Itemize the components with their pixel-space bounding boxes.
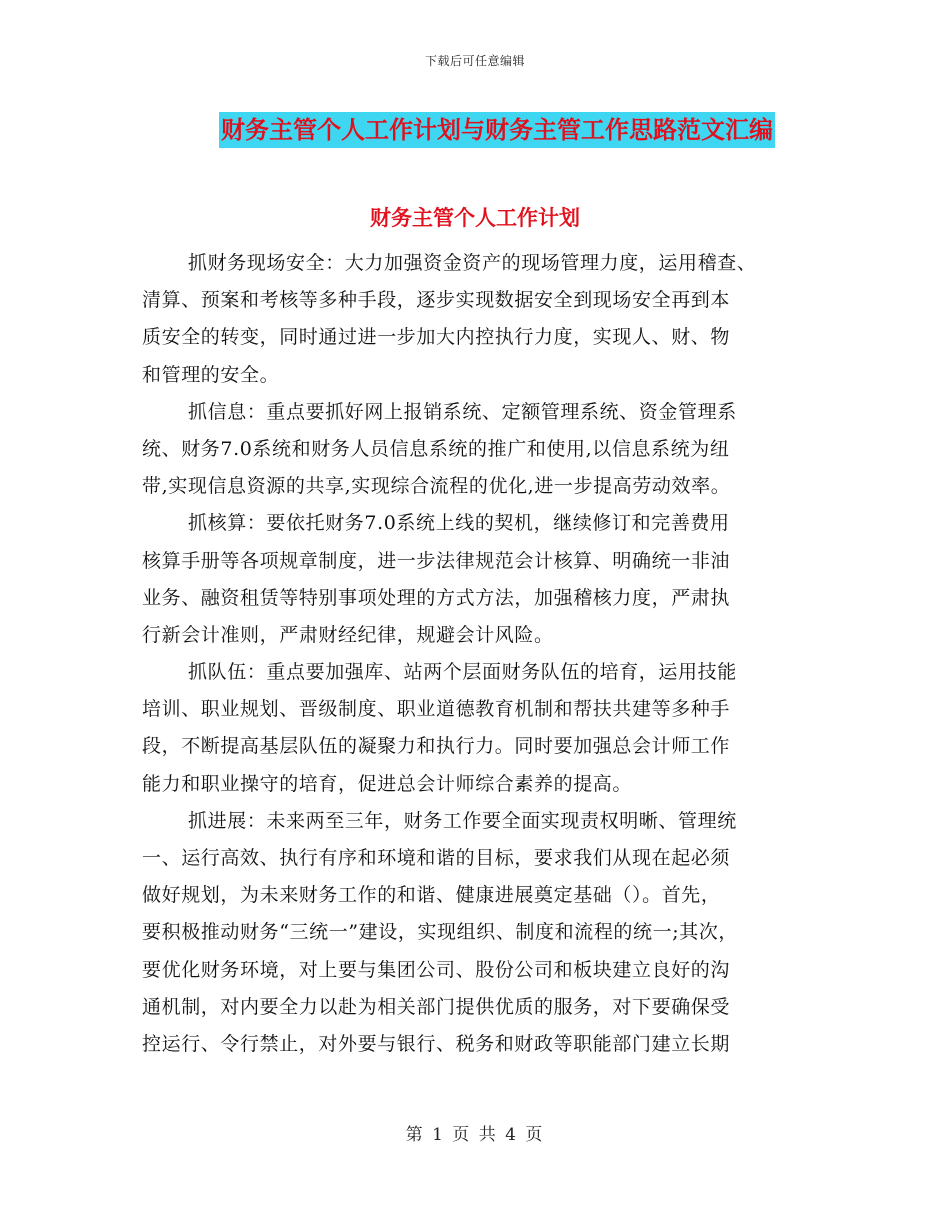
paragraph-line: 要优化财务环境，对上要与集团公司、股份公司和板块建立良好的沟 xyxy=(142,958,731,981)
paragraph-line: 抓进展：未来两至三年，财务工作要全面实现责权明晰、管理统 xyxy=(188,809,737,832)
paragraph-line: 抓核算：要依托财务7.0系统上线的契机，继续修订和完善费用 xyxy=(188,512,730,535)
document-body xyxy=(142,245,812,1063)
paragraph-line: 质安全的转变，同时通过进一步加大内控执行力度，实现人、财、物 xyxy=(142,326,731,349)
paragraph-line: 核算手册等各项规章制度，进一步法律规范会计核算、明确统一非油 xyxy=(142,549,731,572)
paragraph-line: 业务、融资租赁等特别事项处理的方式方法，加强稽核力度，严肃执 xyxy=(142,586,731,609)
paragraph-line: 培训、职业规划、晋级制度、职业道德教育机制和帮扶共建等多种手 xyxy=(142,698,731,721)
paragraph-line: 通机制，对内要全力以赴为相关部门提供优质的服务，对下要确保受 xyxy=(142,995,731,1018)
paragraph-line: 带,实现信息资源的共享,实现综合流程的优化,进一步提高劳动效率。 xyxy=(142,475,731,498)
document-title: 财务主管个人工作计划与财务主管工作思路范文汇编 xyxy=(219,112,775,148)
page-number-footer: 第 1 页 共 4 页 xyxy=(405,1125,545,1145)
paragraph-line: 段，不断提高基层队伍的凝聚力和执行力。同时要加强总会计师工作 xyxy=(142,735,731,758)
paragraph-line: 抓信息：重点要抓好网上报销系统、定额管理系统、资金管理系 xyxy=(188,400,737,423)
paragraph-line: 控运行、令行禁止，对外要与银行、税务和财政等职能部门建立长期 xyxy=(142,1032,731,1055)
paragraph-line: 统、财务7.0系统和财务人员信息系统的推广和使用,以信息系统为纽 xyxy=(142,437,730,460)
section-title: 财务主管个人工作计划 xyxy=(370,206,580,230)
paragraph-line: 做好规划，为未来财务工作的和谐、健康进展奠定基础（）。首先， xyxy=(142,884,721,907)
paragraph-line: 一、运行高效、执行有序和环境和谐的目标，要求我们从现在起必须 xyxy=(142,847,731,869)
paragraph-line: 能力和职业操守的培育，促进总会计师综合素养的提高。 xyxy=(142,772,633,795)
paragraph-line: 行新会计准则，严肃财经纪律，规避会计风险。 xyxy=(142,623,554,646)
paragraph-line: 抓队伍：重点要加强库、站两个层面财务队伍的培育，运用技能 xyxy=(188,661,737,684)
paragraph-line: 抓财务现场安全：大力加强资金资产的现场管理力度，运用稽查、 xyxy=(188,252,757,274)
document-title-container xyxy=(0,112,950,148)
paragraph-line: 和管理的安全。 xyxy=(142,363,280,386)
paragraph-line: 清算、预案和考核等多种手段，逐步实现数据安全到现场安全再到本 xyxy=(142,289,731,312)
paragraph-line: 要积极推动财务“三统一”建设，实现组织、制度和流程的统一;其次， xyxy=(142,921,739,944)
page-header-note: 下载后可任意编辑 xyxy=(424,54,525,68)
